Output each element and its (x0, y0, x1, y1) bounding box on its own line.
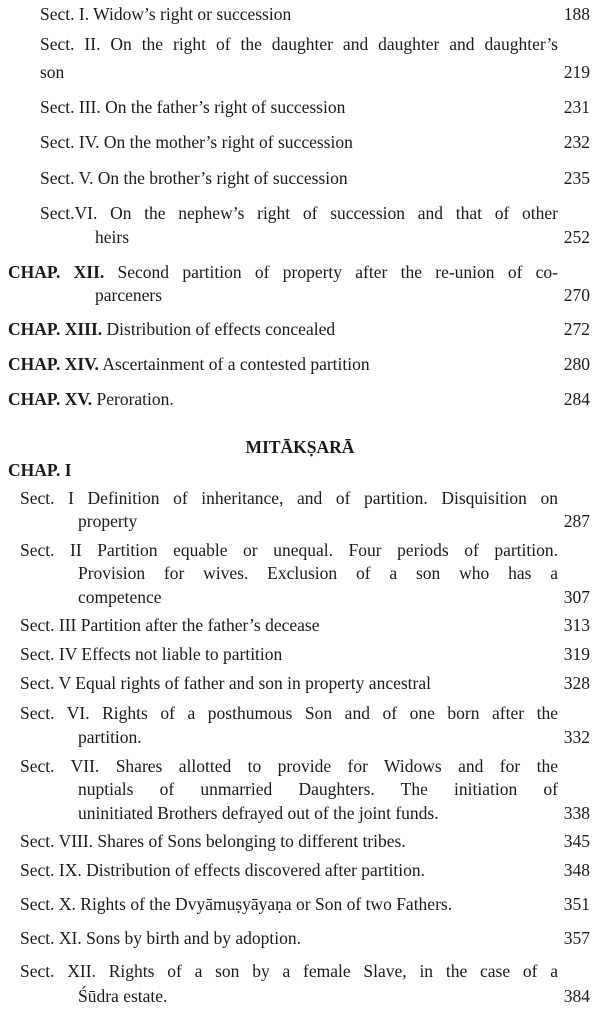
page-number: 319 (563, 644, 590, 664)
toc-entry-line (8, 354, 370, 374)
page-number: 232 (563, 132, 590, 152)
toc-entry-line: Sect. IX. Distribution of effects discovered after partition. (20, 860, 425, 880)
toc-entry-line: nuptials of unmarried Daughters. The initiation of (78, 779, 558, 799)
toc-entry-line: property (78, 511, 138, 531)
chapter-label: CHAP. XIV. (8, 354, 99, 374)
page-number: 235 (563, 168, 590, 188)
toc-entry-line: Sect. I. Widow’s right or succession (40, 4, 292, 24)
toc-entry-line: Sect. III. On the father’s right of succession (40, 97, 346, 117)
toc-entry-line: son (40, 62, 65, 82)
entry-title: Distribution of effects concealed (102, 319, 336, 339)
page-number: 287 (563, 511, 590, 531)
page-number: 284 (563, 389, 590, 409)
toc-entry-line: uninitiated Brothers defrayed out of the joint funds. (78, 803, 439, 823)
toc-entry-line: partition. (78, 727, 142, 747)
entry-title: Second partition of property after the re-union of co- (104, 262, 559, 282)
toc-entry-line: Sect. VII. Shares allotted to provide for Widows and for the (20, 756, 558, 776)
page-number: 280 (563, 354, 590, 374)
toc-entry-line: Sect. II Partition equable or unequal. Four periods of partition. (20, 540, 558, 560)
page-number: 307 (563, 587, 590, 607)
toc-entry-line: Sect. I Definition of inheritance, and of partition. Disquisition on (20, 488, 558, 508)
page-number: 231 (563, 97, 590, 117)
page-number: 328 (563, 673, 590, 693)
toc-entry-line: Sect. X. Rights of the Dvyāmuṣyāyaṇa or Son of two Fathers. (20, 894, 453, 914)
toc-entry-line: Sect. XII. Rights of a son by a female Slave, in the case of a (20, 961, 558, 981)
section-title: MITĀKṢARĀ (245, 437, 355, 457)
entry-title: Peroration. (92, 389, 174, 409)
page-number: 252 (563, 227, 590, 247)
entry-title: Ascertainment of a contested partition (98, 354, 370, 374)
toc-entry-line (8, 262, 558, 282)
toc-entry-line: Provision for wives. Exclusion of a son who has a (78, 563, 558, 583)
page-number: 384 (563, 986, 590, 1006)
toc-entry-line: Sect. IV. On the mother’s right of succession (40, 132, 353, 152)
toc-entry-line: Sect. III Partition after the father’s decease (20, 615, 320, 635)
page-number: 219 (563, 62, 590, 82)
toc-entry-line: Sect. IV Effects not liable to partition (20, 644, 283, 664)
page-number: 188 (563, 4, 590, 24)
page-number: 332 (563, 727, 590, 747)
toc-entry-line: parceners (95, 285, 163, 305)
page-number: 338 (563, 803, 590, 823)
toc-entry-line: heirs (95, 227, 130, 247)
toc-entry-line (8, 319, 335, 339)
chapter-label: CHAP. XII. (8, 262, 105, 282)
toc-entry-line: Sect. V Equal rights of father and son in property ancestral (20, 673, 431, 693)
page-number: 270 (563, 285, 590, 305)
page-number: 313 (563, 615, 590, 635)
page-number: 357 (563, 928, 590, 948)
toc-entry-line: Sect.VI. On the nephew’s right of succession and that of other (40, 203, 558, 223)
toc-entry-line: Sect. VIII. Shares of Sons belonging to different tribes. (20, 831, 406, 851)
chapter-label: CHAP. XV. (8, 389, 93, 409)
page-number: 348 (563, 860, 590, 880)
toc-entry-line: competence (78, 587, 162, 607)
toc-entry-line: Sect. XI. Sons by birth and by adoption. (20, 928, 301, 948)
page-number: 272 (563, 319, 590, 339)
toc-entry-line: Sect. V. On the brother’s right of succession (40, 168, 348, 188)
chapter-label: CHAP. XIII. (8, 319, 103, 339)
toc-entry-line: Sect. II. On the right of the daughter and daughter and daughter’s (40, 34, 558, 54)
toc-entry-line: Sect. VI. Rights of a posthumous Son and of one born after the (20, 703, 558, 723)
chapter-title: CHAP. I (8, 460, 72, 480)
page-number: 351 (563, 894, 590, 914)
toc-entry-line (8, 389, 174, 409)
page-number: 345 (563, 831, 590, 851)
toc-entry-line: Śūdra estate. (78, 986, 168, 1006)
